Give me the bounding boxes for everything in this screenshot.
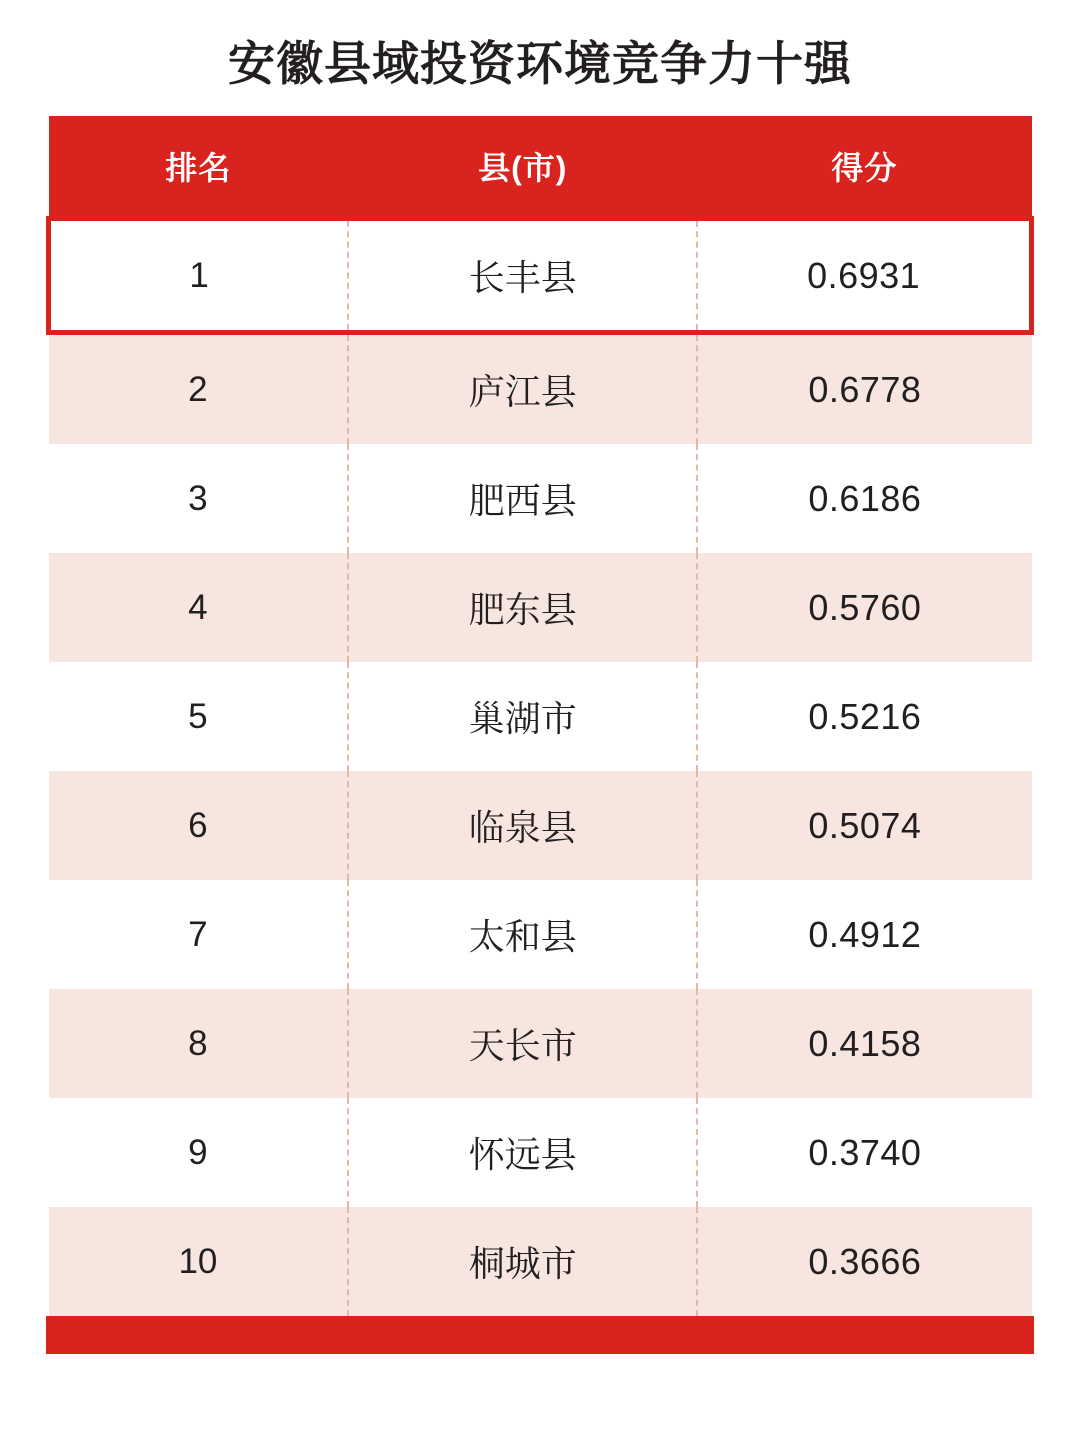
column-header-score: 得分 <box>697 116 1031 219</box>
cell-name: 肥西县 <box>348 444 697 553</box>
cell-rank: 6 <box>49 771 349 880</box>
cell-rank: 7 <box>49 880 349 989</box>
table-row <box>49 771 1032 880</box>
cell-score: 0.5074 <box>697 771 1031 880</box>
cell-name: 桐城市 <box>348 1207 697 1316</box>
cell-score: 0.4158 <box>697 989 1031 1098</box>
table-header <box>49 116 1032 219</box>
table-row <box>49 1098 1032 1207</box>
cell-rank: 9 <box>49 1098 349 1207</box>
ranking-table <box>46 116 1034 1316</box>
cell-name: 肥东县 <box>348 553 697 662</box>
cell-name: 临泉县 <box>348 771 697 880</box>
table-footer-bar <box>46 1316 1034 1354</box>
cell-rank: 1 <box>49 219 349 333</box>
cell-name: 太和县 <box>348 880 697 989</box>
cell-name: 怀远县 <box>348 1098 697 1207</box>
cell-rank: 8 <box>49 989 349 1098</box>
cell-rank: 4 <box>49 553 349 662</box>
column-header-name: 县(市) <box>348 116 697 219</box>
cell-score: 0.6931 <box>697 219 1031 333</box>
cell-rank: 3 <box>49 444 349 553</box>
cell-score: 0.5216 <box>697 662 1031 771</box>
table-row <box>49 880 1032 989</box>
cell-score: 0.6778 <box>697 333 1031 445</box>
column-header-rank: 排名 <box>49 116 349 219</box>
cell-name: 庐江县 <box>348 333 697 445</box>
cell-score: 0.6186 <box>697 444 1031 553</box>
cell-score: 0.4912 <box>697 880 1031 989</box>
table-body <box>49 219 1032 1317</box>
table-row <box>49 1207 1032 1316</box>
table-header-row <box>49 116 1032 219</box>
table-row <box>49 662 1032 771</box>
table-row <box>49 553 1032 662</box>
table-row <box>49 989 1032 1098</box>
cell-rank: 2 <box>49 333 349 445</box>
cell-score: 0.5760 <box>697 553 1031 662</box>
ranking-table-container <box>46 116 1034 1316</box>
table-row <box>49 333 1032 445</box>
cell-name: 天长市 <box>348 989 697 1098</box>
table-row <box>49 219 1032 333</box>
cell-name: 长丰县 <box>348 219 697 333</box>
cell-score: 0.3740 <box>697 1098 1031 1207</box>
table-row <box>49 444 1032 553</box>
page-title: 安徽县域投资环境竞争力十强 <box>228 37 852 90</box>
cell-name: 巢湖市 <box>348 662 697 771</box>
cell-score: 0.3666 <box>697 1207 1031 1316</box>
cell-rank: 5 <box>49 662 349 771</box>
cell-rank: 10 <box>49 1207 349 1316</box>
